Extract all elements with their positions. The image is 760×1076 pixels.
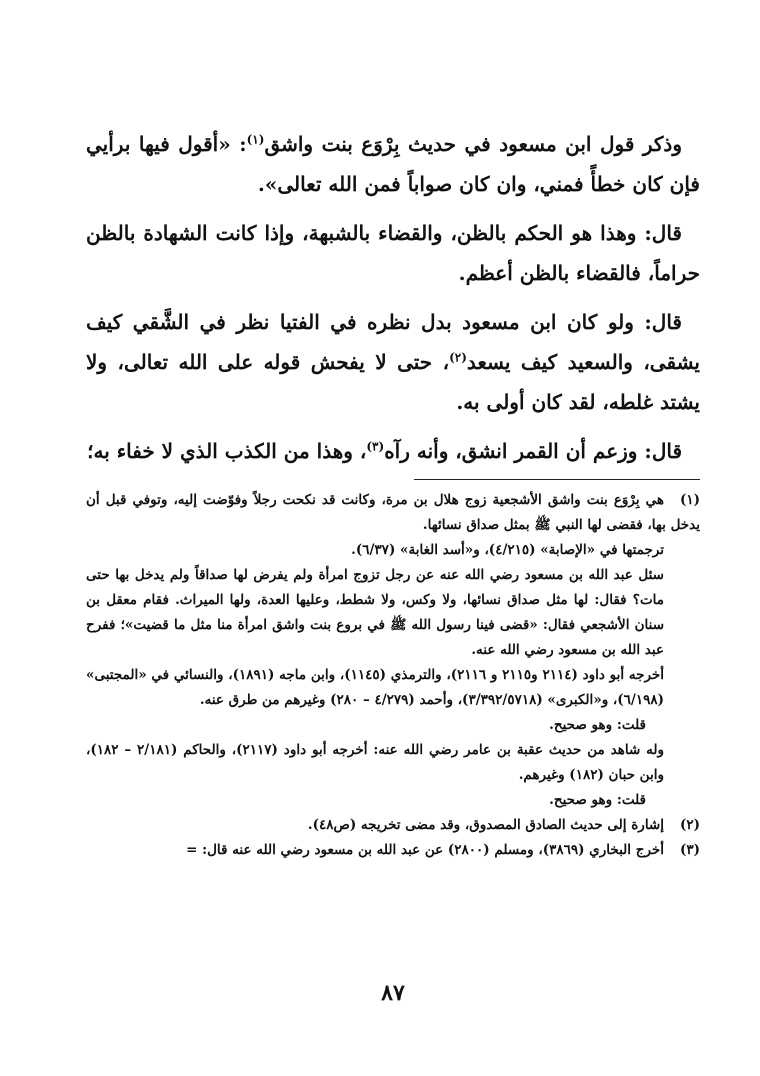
footnote-ref-1[interactable]: (١) xyxy=(246,132,265,147)
paragraph-text: ، حتى لا يفحش قوله على الله تعالى، ولا يشتد غلطه، لقد كان أولى به. xyxy=(86,350,700,414)
paragraph-text: قال: وهذا هو الحكم بالظن، والقضاء بالشبهة، وإذا كانت الشهادة بالظن حراماً، فالقضاء بالظن أعظم. xyxy=(86,221,700,285)
footnote-1-hadith: سئل عبد الله بن مسعود رضي الله عنه عن رجل تزوج امرأة ولم يفرض لها صداقاً ولم يدخل بها حتى مات؟ فقال: لها مثل صداق نسائها، ولا وكس، ولا شطط، وعليها العدة، ولها الميراث. فقام معقل بن سنان الأشجعي فقال: «قضى فينا رسول الله ﷺ في بروع بنت واشق امرأة منا مثل ما قضيت»؛ ففرح عبد الله بن مسعود رضي الله عنه. xyxy=(86,567,664,658)
footnote-ref-2[interactable]: (٢) xyxy=(449,350,467,365)
footnote-divider xyxy=(414,479,700,480)
paragraph-1 xyxy=(86,124,700,204)
paragraph-4 xyxy=(86,431,700,471)
footnote-ref-3[interactable]: (٣) xyxy=(366,439,385,454)
footnote-1-sources: ترجمتها في «الإصابة» (٤/٢١٥)، و«أسد الغابة» (٦/٣٧). xyxy=(351,542,664,558)
paragraph-text: وذكر قول ابن مسعود في حديث بِرْوَع بنت واشق xyxy=(264,132,682,156)
footnote-text: إشارة إلى حديث الصادق المصدوق، وقد مضى تخريجه (ص٤٨). xyxy=(307,817,664,833)
footnote-text: أخرج البخاري (٣٨٦٩)، ومسلم (٢٨٠٠) عن عبد الله بن مسعود رضي الله عنه قال: = xyxy=(186,842,664,858)
footnotes-section xyxy=(86,488,700,863)
footnote-2 xyxy=(86,813,700,838)
footnote-1-takhrij: أخرجه أبو داود (٢١١٤ و٢١١٥ و ٢١١٦)، والترمذي (١١٤٥)، وابن ماجه (١٨٩١)، والنسائي في «المجتبى» (٦/١٩٨)، و«الكبرى» (٣/٣٩٢/٥٧١٨)، وأحمد (٤/٢٧٩ – ٢٨٠) وغيرهم من طرق عنه. xyxy=(86,667,665,708)
footnote-1-witness: وله شاهد من حديث عقبة بن عامر رضي الله عنه: أخرجه أبو داود (٢١١٧)، والحاكم (٢/١٨١ – ١٨٢)، وابن حبان (١٨٢) وغيرهم. xyxy=(86,742,665,783)
page-number: ٨٧ xyxy=(381,980,405,1006)
paragraph-text: ، وهذا من الكذب الذي لا خفاء به؛ xyxy=(87,439,367,463)
paragraph-text: قال: ولو كان ابن مسعود بدل نظره في الفتيا نظر في الشَّقي كيف يشقى، والسعيد كيف يسعد xyxy=(86,310,701,374)
paragraph-text: قال: وزعم أن القمر انشق، وأنه رآه xyxy=(384,439,682,463)
book-page xyxy=(86,0,700,1076)
paragraph-text: : «أقول فيها برأيي فإن كان خطأً فمني، وان كان صواباً فمن الله تعالى». xyxy=(86,132,700,196)
footnote-number: (٢) xyxy=(679,817,700,833)
footnote-number: (٣) xyxy=(679,842,700,858)
footnote-1-ruling: قلت: وهو صحيح. xyxy=(549,717,646,733)
footnote-text: هي بِرْوَع بنت واشق الأشجعية زوج هلال بن مرة، وكانت قد نكحت رجلاً وفوّضت إليه، وتوفي قبل أن يدخل بها، فقضى لها النبي ﷺ بمثل صداق نسائها. xyxy=(86,492,700,533)
paragraph-2 xyxy=(86,213,700,293)
footnote-number: (١) xyxy=(679,492,700,508)
main-text xyxy=(86,124,700,480)
footnote-1-ruling-2: قلت: وهو صحيح. xyxy=(549,792,646,808)
paragraph-3 xyxy=(86,302,700,422)
footnote-3 xyxy=(86,838,700,863)
footnote-1 xyxy=(86,488,700,538)
